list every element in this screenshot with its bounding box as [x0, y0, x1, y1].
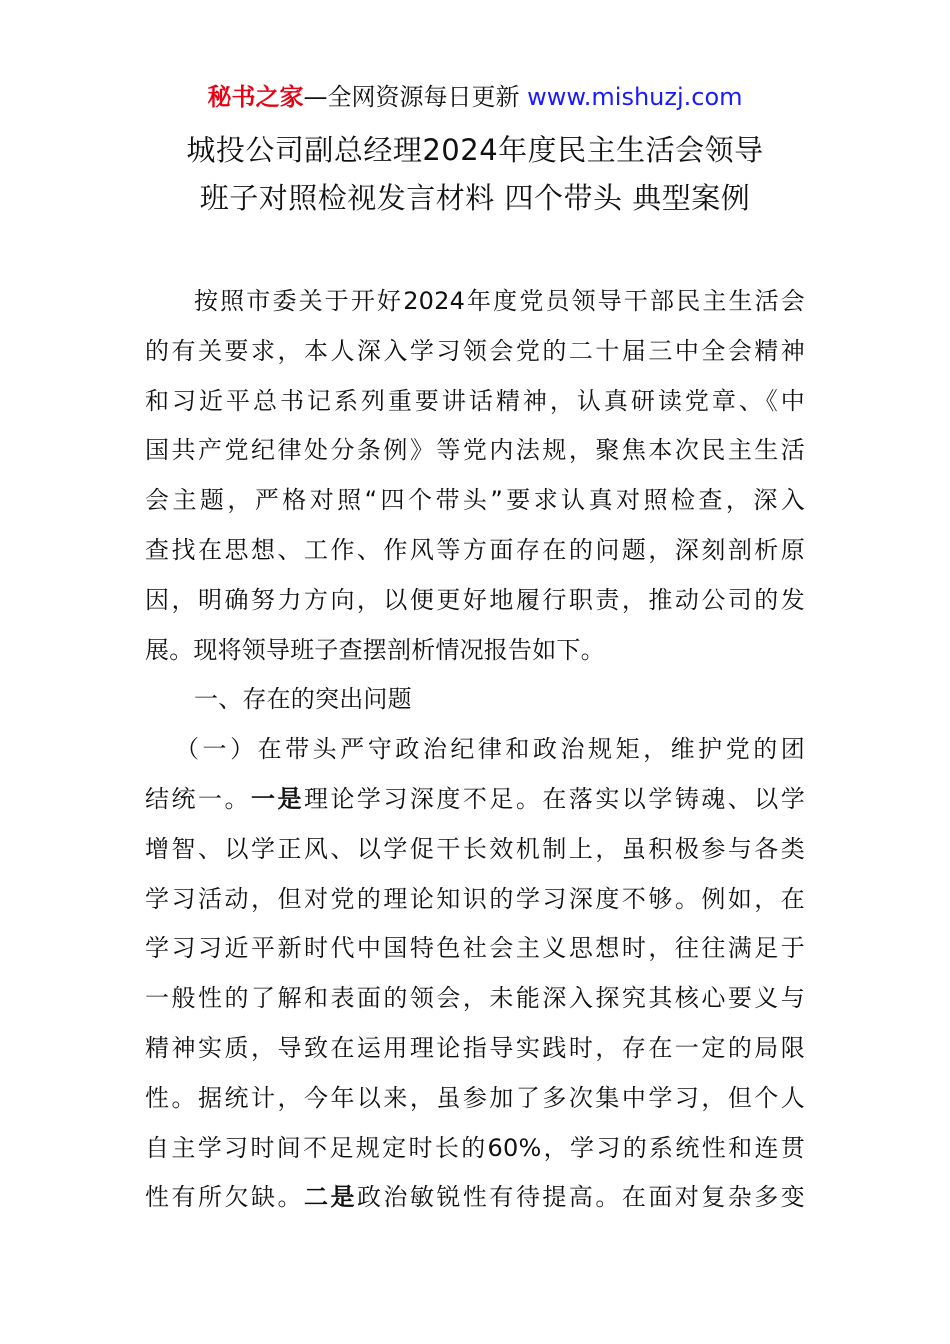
paragraph-line: 学习活动，但对党的理论知识的学习深度不够。例如，在	[145, 884, 805, 913]
paragraph-line: 精神实质，导致在运用理论指导实践时，存在一定的局限	[145, 1033, 805, 1062]
title-line-2: 班子对照检视发言材料 四个带头 典型案例	[199, 181, 751, 215]
paragraph-line: 因，明确努力方向，以便更好地履行职责，推动公司的发	[145, 585, 805, 614]
paragraph-line: 的有关要求，本人深入学习领会党的二十届三中全会精神	[145, 336, 805, 365]
paragraph-line: 学习习近平新时代中国特色社会主义思想时，往往满足于	[145, 934, 805, 963]
paragraph-line: 和习近平总书记系列重要讲话精神，认真研读党章、《中	[145, 386, 805, 415]
site-link[interactable]: www.mishuzj.com	[527, 83, 743, 111]
header-tagline: —全网资源每日更新	[303, 83, 520, 111]
watermark-header	[0, 80, 950, 114]
paragraph-line: 自主学习时间不足规定时长的60%，学习的系统性和连贯	[145, 1133, 805, 1162]
paragraph-line: 会主题，严格对照“四个带头”要求认真对照检查，深入	[145, 486, 805, 515]
bold-marker: 一是	[250, 784, 304, 813]
text-run: 理论学习深度不足。在落实以学铸魂、以学	[303, 784, 805, 813]
text-run: 结统一。	[145, 784, 251, 813]
paragraph-line: 展。现将领导班子查摆剖析情况报告如下。	[145, 635, 605, 664]
paragraph-line: 国共产党纪律处分条例》等党内法规，聚焦本次民主生活	[145, 436, 805, 465]
paragraph-line: 性。据统计，今年以来，虽参加了多次集中学习，但个人	[145, 1083, 805, 1112]
paragraph-line	[145, 775, 805, 825]
text-run: 政治敏锐性有待提高。在面对复杂多变	[356, 1183, 805, 1212]
section-heading: 一、存在的突出问题	[194, 685, 412, 714]
paragraph-line: （一）在带头严守政治纪律和政治规矩，维护党的团	[175, 735, 805, 764]
document-title	[60, 126, 890, 222]
text-run: 性有所欠缺。	[145, 1183, 304, 1212]
paragraph-line: 一般性的了解和表面的领会，未能深入探究其核心要义与	[145, 984, 805, 1013]
title-line-1: 城投公司副总经理2024年度民主生活会领导	[186, 133, 764, 167]
paragraph-line: 按照市委关于开好2024年度党员领导干部民主生活会	[194, 287, 805, 315]
brand-name: 秘书之家	[207, 83, 304, 111]
bold-marker: 二是	[303, 1183, 357, 1212]
document-body	[145, 277, 805, 1223]
paragraph-line	[145, 1173, 805, 1223]
paragraph-line: 查找在思想、工作、作风等方面存在的问题，深刻剖析原	[145, 535, 805, 564]
paragraph-line: 增智、以学正风、以学促干长效机制上，虽积极参与各类	[145, 834, 805, 863]
